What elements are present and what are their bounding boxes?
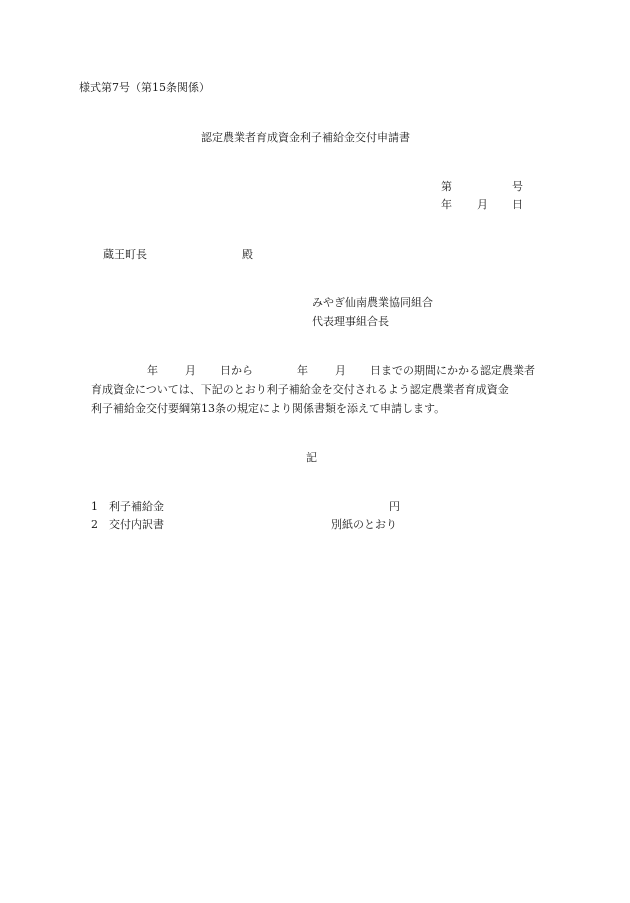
sender-organization: みやぎ仙南農業協同組合 [312, 296, 433, 309]
date-month-label: 月 [477, 198, 488, 211]
item-label: 利子補給金 [109, 500, 164, 513]
period-to-month: 月 [335, 364, 346, 377]
addressee-honorific: 殿 [242, 248, 253, 261]
body-line-2: 育成資金については、下記のとおり利子補給金を交付されるよう認定農業者育成資金 [91, 383, 509, 396]
form-number: 様式第7号（第15条関係） [79, 81, 210, 94]
item-number: 2 [91, 518, 98, 531]
item-value: 別紙のとおり [331, 518, 397, 531]
period-to-year: 年 [297, 364, 308, 377]
period-from-year: 年 [147, 364, 158, 377]
document-number-suffix: 号 [512, 180, 523, 193]
document-title: 認定農業者育成資金利子補給金交付申請書 [201, 131, 410, 144]
document-number-prefix: 第 [441, 180, 452, 193]
period-from-month: 月 [185, 364, 196, 377]
item-number: 1 [91, 500, 98, 513]
item-value: 円 [389, 500, 400, 513]
date-day-label: 日 [512, 198, 523, 211]
sender-representative: 代表理事組合長 [312, 315, 389, 328]
date-year-label: 年 [441, 198, 452, 211]
period-to-day: 日までの期間にかかる認定農業者 [370, 364, 535, 377]
item-label: 交付内訳書 [109, 518, 164, 531]
body-line-3: 利子補給金交付要綱第13条の規定により関係書類を添えて申請します。 [91, 402, 446, 415]
period-from-day: 日から [220, 364, 253, 377]
addressee-name: 蔵王町長 [103, 248, 147, 261]
ki-heading: 記 [306, 451, 317, 464]
